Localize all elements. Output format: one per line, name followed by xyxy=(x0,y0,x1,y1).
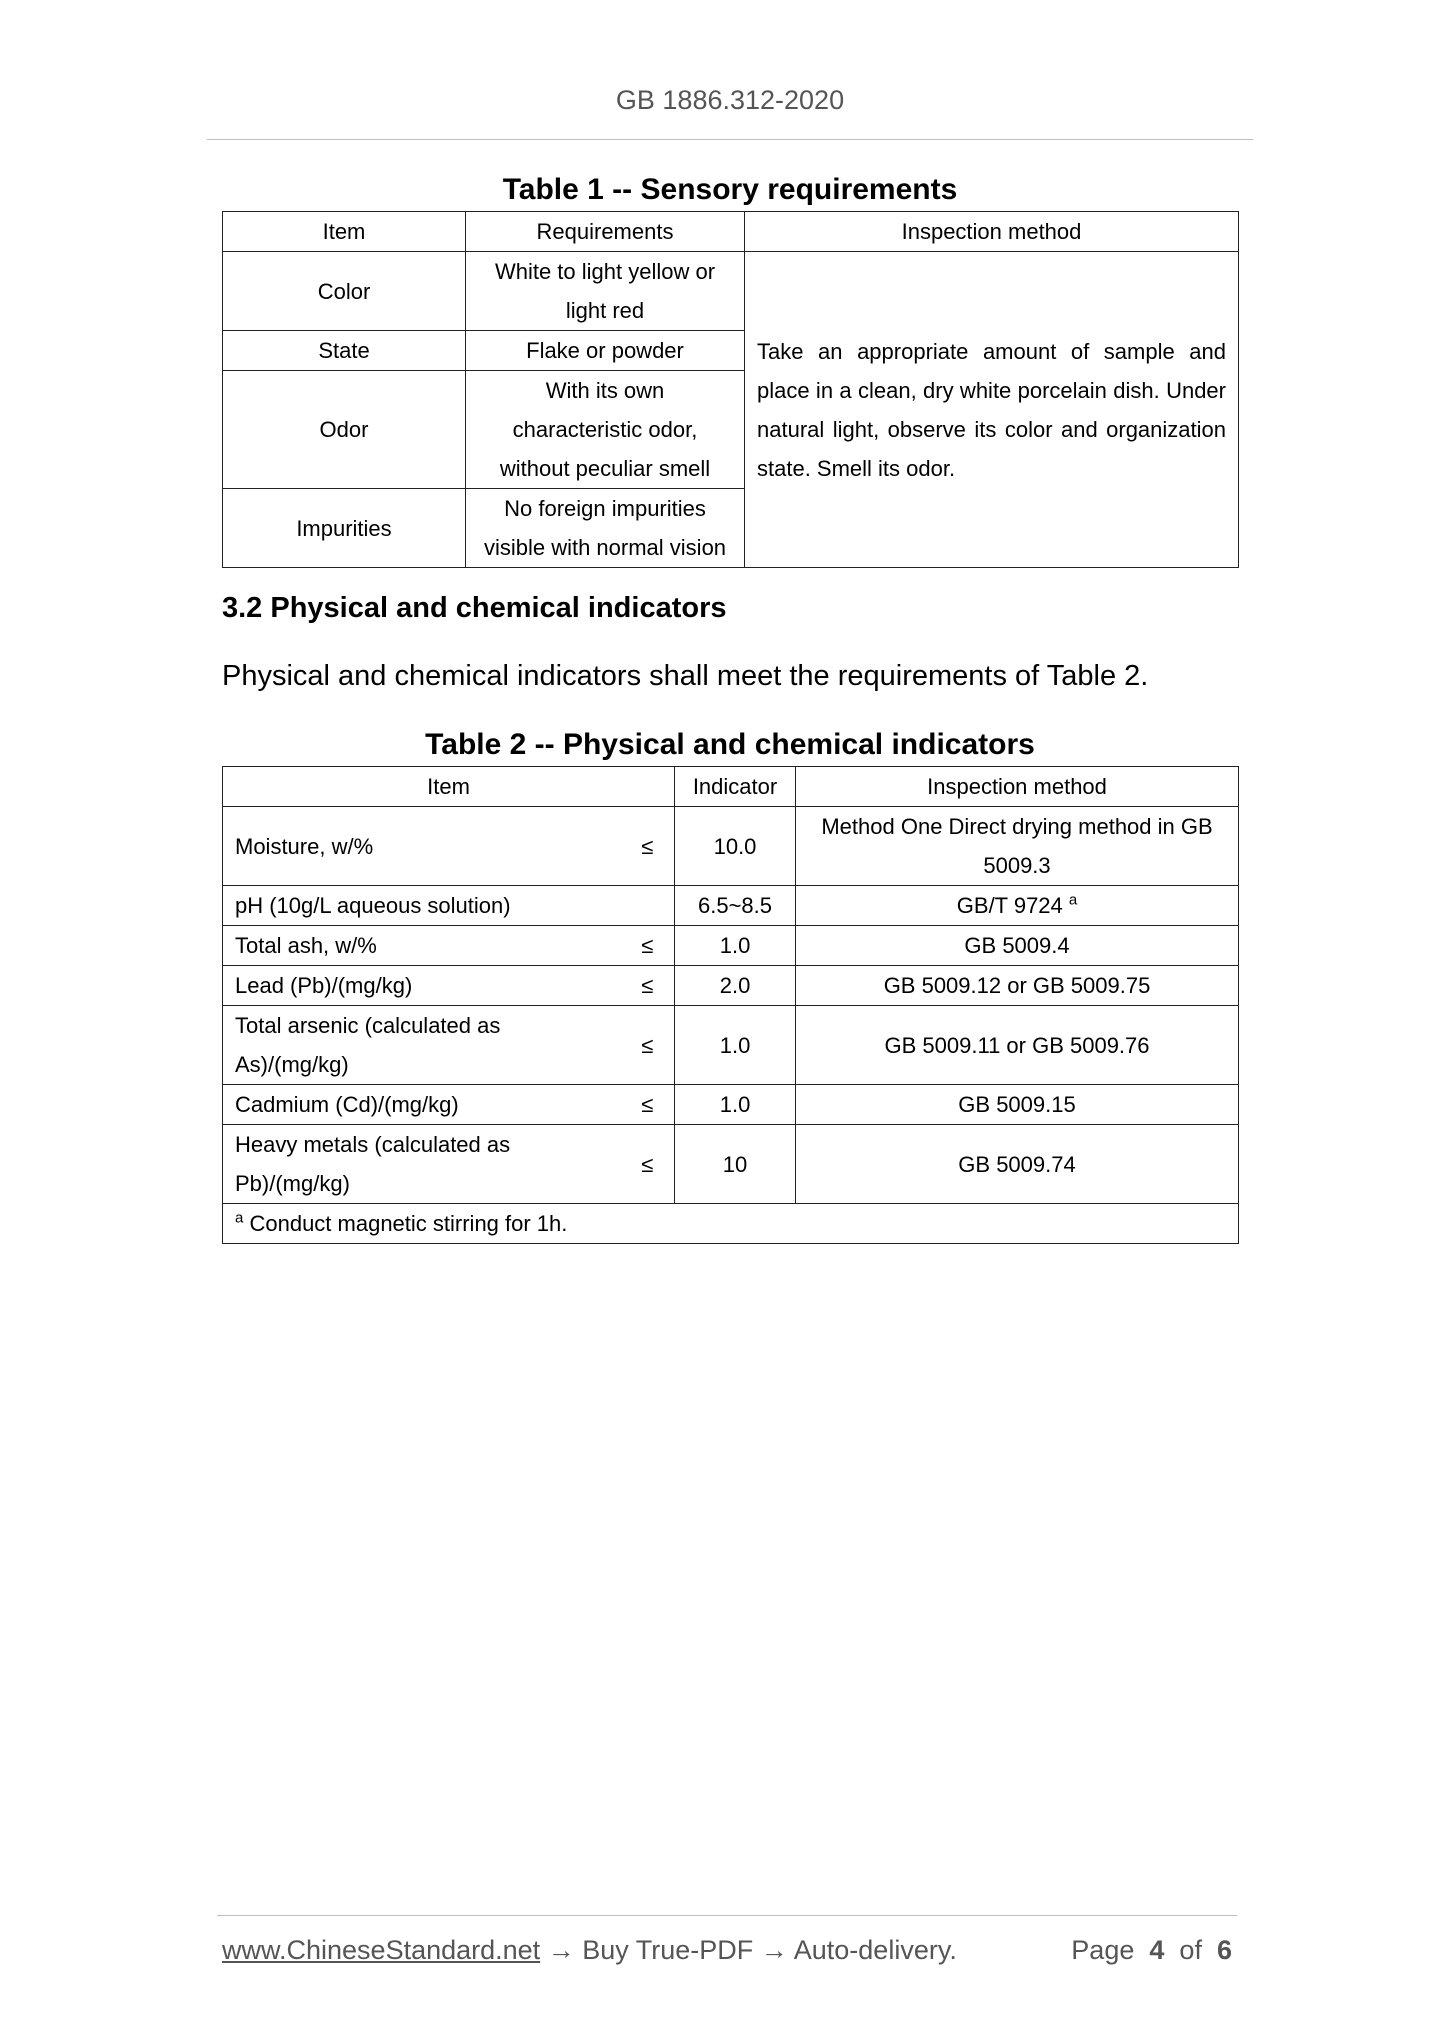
table2-header-item: Item xyxy=(223,767,675,807)
table1-item-odor: Odor xyxy=(223,371,466,489)
table2-item-cell xyxy=(223,1125,621,1204)
item-line: Lead (Pb)/(mg/kg) xyxy=(235,973,413,998)
table2-item-cell xyxy=(223,926,621,966)
table-row xyxy=(223,1125,1239,1204)
footnote-text: Conduct magnetic stirring for 1h. xyxy=(249,1211,568,1236)
method-line: GB 5009.15 xyxy=(958,1092,1076,1117)
item-line: Heavy metals (calculated as xyxy=(235,1132,511,1157)
table1-caption: Table 1 -- Sensory requirements xyxy=(502,173,958,206)
header-divider xyxy=(207,139,1253,140)
table2-indicator-cell: 10.0 xyxy=(675,807,796,886)
website-link[interactable]: www.ChineseStandard.net xyxy=(222,1935,541,1965)
item-line: As)/(mg/kg) xyxy=(235,1052,349,1077)
requirement-line: With its own xyxy=(545,378,665,403)
table2-method-cell xyxy=(796,807,1239,886)
page-number xyxy=(1071,1935,1232,1966)
table1-requirement-odor xyxy=(466,371,745,489)
page-label: Page xyxy=(1071,1935,1135,1965)
table1-header-item: Item xyxy=(223,212,466,252)
table1-header-requirements: Requirements xyxy=(466,212,745,252)
item-line: Total arsenic (calculated as xyxy=(235,1013,501,1038)
requirement-line: White to light yellow or xyxy=(494,259,716,284)
table2-caption: Table 2 -- Physical and chemical indicators xyxy=(425,728,1035,761)
table-row xyxy=(223,252,1239,331)
requirement-line: Flake or powder xyxy=(526,338,684,363)
method-line: GB 5009.74 xyxy=(958,1151,1076,1177)
table2-method-cell xyxy=(796,966,1239,1006)
requirement-line: characteristic odor, xyxy=(512,417,698,442)
table2-item-cell xyxy=(223,1085,621,1125)
method-line: GB/T 9724 xyxy=(956,893,1063,918)
table2-indicator-cell: 6.5~8.5 xyxy=(675,886,796,926)
document-header-id: GB 1886.312-2020 xyxy=(615,85,845,115)
table1-header-inspection: Inspection method xyxy=(745,212,1239,252)
method-line: 5009.3 xyxy=(983,853,1051,878)
table2-sign-cell: ≤ xyxy=(621,966,675,1006)
table1-item-state: State xyxy=(223,331,466,371)
method-line: Method One Direct drying method in GB xyxy=(821,814,1213,839)
table1-requirement-state xyxy=(466,331,745,371)
page-footer xyxy=(222,1935,1232,1966)
table2-indicator-cell: 2.0 xyxy=(675,966,796,1006)
table2-sign-cell: ≤ xyxy=(621,926,675,966)
table-row xyxy=(223,807,1239,886)
item-line: Total ash, w/% xyxy=(235,933,377,958)
page-of-label: of xyxy=(1179,1935,1202,1965)
table2-footnote xyxy=(223,1204,1239,1244)
table-row xyxy=(223,926,1239,966)
table1-requirement-color xyxy=(466,252,745,331)
method-line: GB 5009.12 or GB 5009.75 xyxy=(883,973,1151,998)
table2-indicator-cell: 1.0 xyxy=(675,1085,796,1125)
item-line: Cadmium (Cd)/(mg/kg) xyxy=(235,1092,459,1117)
table2-method-cell xyxy=(796,1085,1239,1125)
section-heading: 3.2 Physical and chemical indicators xyxy=(222,592,727,624)
table-row xyxy=(223,886,1239,926)
table2-footnote-row xyxy=(223,1204,1239,1244)
table2-item-cell xyxy=(223,886,621,926)
requirement-line: visible with normal vision xyxy=(483,535,727,560)
table1-requirement-impurities xyxy=(466,489,745,568)
method-line: GB 5009.4 xyxy=(964,933,1070,958)
requirement-line: No foreign impurities xyxy=(504,496,706,521)
page-total: 6 xyxy=(1216,1935,1232,1965)
item-line: Pb)/(mg/kg) xyxy=(235,1171,350,1196)
page-current: 4 xyxy=(1149,1935,1165,1965)
sensory-requirements-table xyxy=(222,211,1239,568)
footnote-reference: a xyxy=(1068,891,1078,909)
table1-item-impurities: Impurities xyxy=(223,489,466,568)
table-row xyxy=(223,1006,1239,1085)
table2-indicator-cell: 10 xyxy=(675,1125,796,1204)
table2-sign-cell xyxy=(621,886,675,926)
requirement-line: light red xyxy=(565,298,645,323)
table2-header-row xyxy=(223,767,1239,807)
table2-sign-cell: ≤ xyxy=(621,807,675,886)
table2-sign-cell: ≤ xyxy=(621,1125,675,1204)
table2-header-inspection: Inspection method xyxy=(796,767,1239,807)
table1-header-row xyxy=(223,212,1239,252)
table-row xyxy=(223,966,1239,1006)
table2-item-cell xyxy=(223,807,621,886)
table2-method-cell xyxy=(796,1125,1239,1204)
table2-item-cell xyxy=(223,1006,621,1085)
item-line: pH (10g/L aqueous solution) xyxy=(235,893,511,918)
physical-chemical-table xyxy=(222,766,1239,1244)
table2-method-cell xyxy=(796,1006,1239,1085)
table1-item-color: Color xyxy=(223,252,466,331)
table2-item-cell xyxy=(223,966,621,1006)
footnote-marker: a xyxy=(235,1209,244,1227)
table2-indicator-cell: 1.0 xyxy=(675,1006,796,1085)
table2-header-indicator: Indicator xyxy=(675,767,796,807)
table2-method-cell xyxy=(796,926,1239,966)
table2-method-cell xyxy=(796,886,1239,926)
requirement-line: without peculiar smell xyxy=(499,456,711,481)
table2-sign-cell: ≤ xyxy=(621,1006,675,1085)
section-paragraph: Physical and chemical indicators shall meet the requirements of Table 2. xyxy=(222,660,1149,692)
table-row xyxy=(223,1085,1239,1125)
footer-tagline: → Buy True-PDF → Auto-delivery. xyxy=(547,1935,957,1965)
method-line: GB 5009.11 or GB 5009.76 xyxy=(884,1032,1150,1058)
table2-sign-cell: ≤ xyxy=(621,1085,675,1125)
item-line: Moisture, w/% xyxy=(235,833,374,859)
table2-indicator-cell: 1.0 xyxy=(675,926,796,966)
table1-inspection-method: Take an appropriate amount of sample and place in a clean, dry white porcelain dish. Under natural light, observe its color and organization state. Smell its odor. xyxy=(745,252,1239,568)
footer-divider xyxy=(217,1915,1237,1916)
